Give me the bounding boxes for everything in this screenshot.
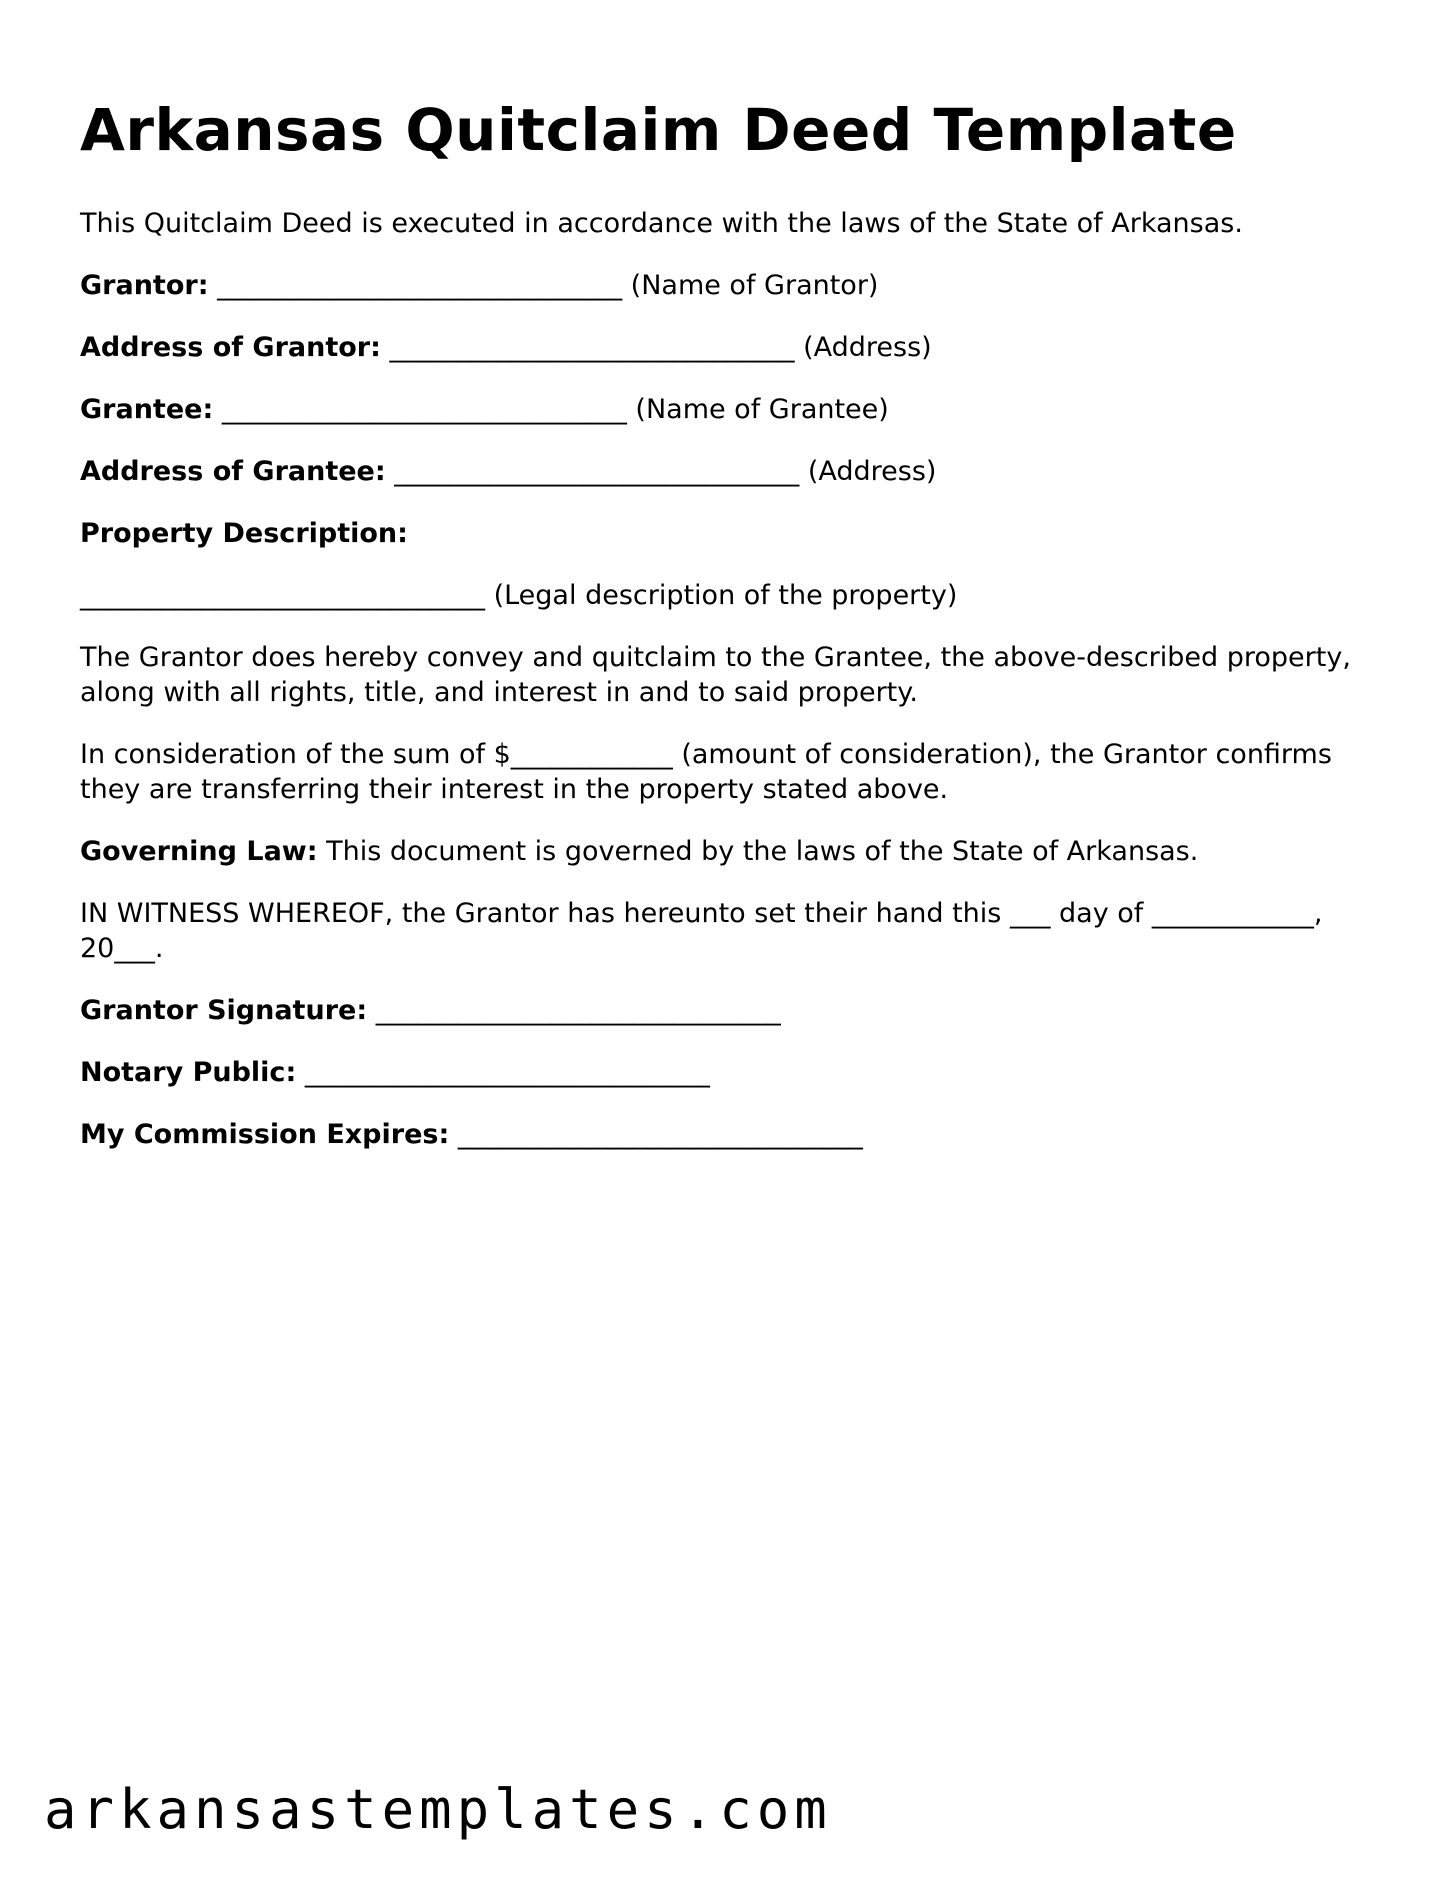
grantor-address-field: ______________________________ (Address): [380, 331, 932, 363]
commission-expires-label: My Commission Expires:: [80, 1118, 450, 1150]
property-description-field: ______________________________ (Legal description of the property): [80, 579, 958, 611]
governing-law-text: This document is governed by the laws of the State of Arkansas.: [317, 835, 1199, 867]
notary-public-line: [80, 1055, 1380, 1090]
grantee-line: [80, 392, 1380, 427]
grantor-address-label: Address of Grantor:: [80, 331, 381, 363]
conveyance-paragraph: The Grantor does hereby convey and quitclaim to the Grantee, the above-described property, along with all rights, title, and interest in and to said property.: [80, 641, 1360, 708]
intro-paragraph: This Quitclaim Deed is executed in accordance with the laws of the State of Arkansas.: [80, 207, 1243, 239]
grantee-field: ______________________________ (Name of Grantee): [213, 393, 889, 425]
document-body: [80, 96, 1380, 1179]
grantor-line: [80, 268, 1380, 303]
commission-expires-field: ______________________________: [449, 1118, 863, 1150]
grantor-label: Grantor:: [80, 269, 209, 301]
property-description-heading: [80, 516, 1380, 551]
grantee-label: Grantee:: [80, 393, 214, 425]
governing-law-label: Governing Law:: [80, 835, 318, 867]
grantee-address-label: Address of Grantee:: [80, 455, 386, 487]
commission-expires-line: [80, 1117, 1380, 1152]
document-title: Arkansas Quitclaim Deed Template: [80, 96, 1237, 164]
notary-public-label: Notary Public:: [80, 1056, 297, 1088]
site-watermark: arkansastemplates.com: [44, 1778, 832, 1841]
grantee-address-field: ______________________________ (Address): [385, 455, 937, 487]
property-description-label: Property Description:: [80, 517, 408, 549]
notary-public-field: ______________________________: [296, 1056, 710, 1088]
grantor-address-line: [80, 330, 1380, 365]
grantor-field: ______________________________ (Name of Grantor): [208, 269, 879, 301]
grantor-signature-field: ______________________________: [367, 994, 781, 1026]
consideration-paragraph: In consideration of the sum of $____________ (amount of consideration), the Grantor confirms they are transferring their interest in the property stated above.: [80, 738, 1341, 805]
grantor-signature-line: [80, 993, 1380, 1028]
grantor-signature-label: Grantor Signature:: [80, 994, 368, 1026]
governing-law-line: [80, 834, 1380, 869]
witness-paragraph: IN WITNESS WHEREOF, the Grantor has hereunto set their hand this ___ day of ____________, 20___.: [80, 897, 1332, 964]
grantee-address-line: [80, 454, 1380, 489]
